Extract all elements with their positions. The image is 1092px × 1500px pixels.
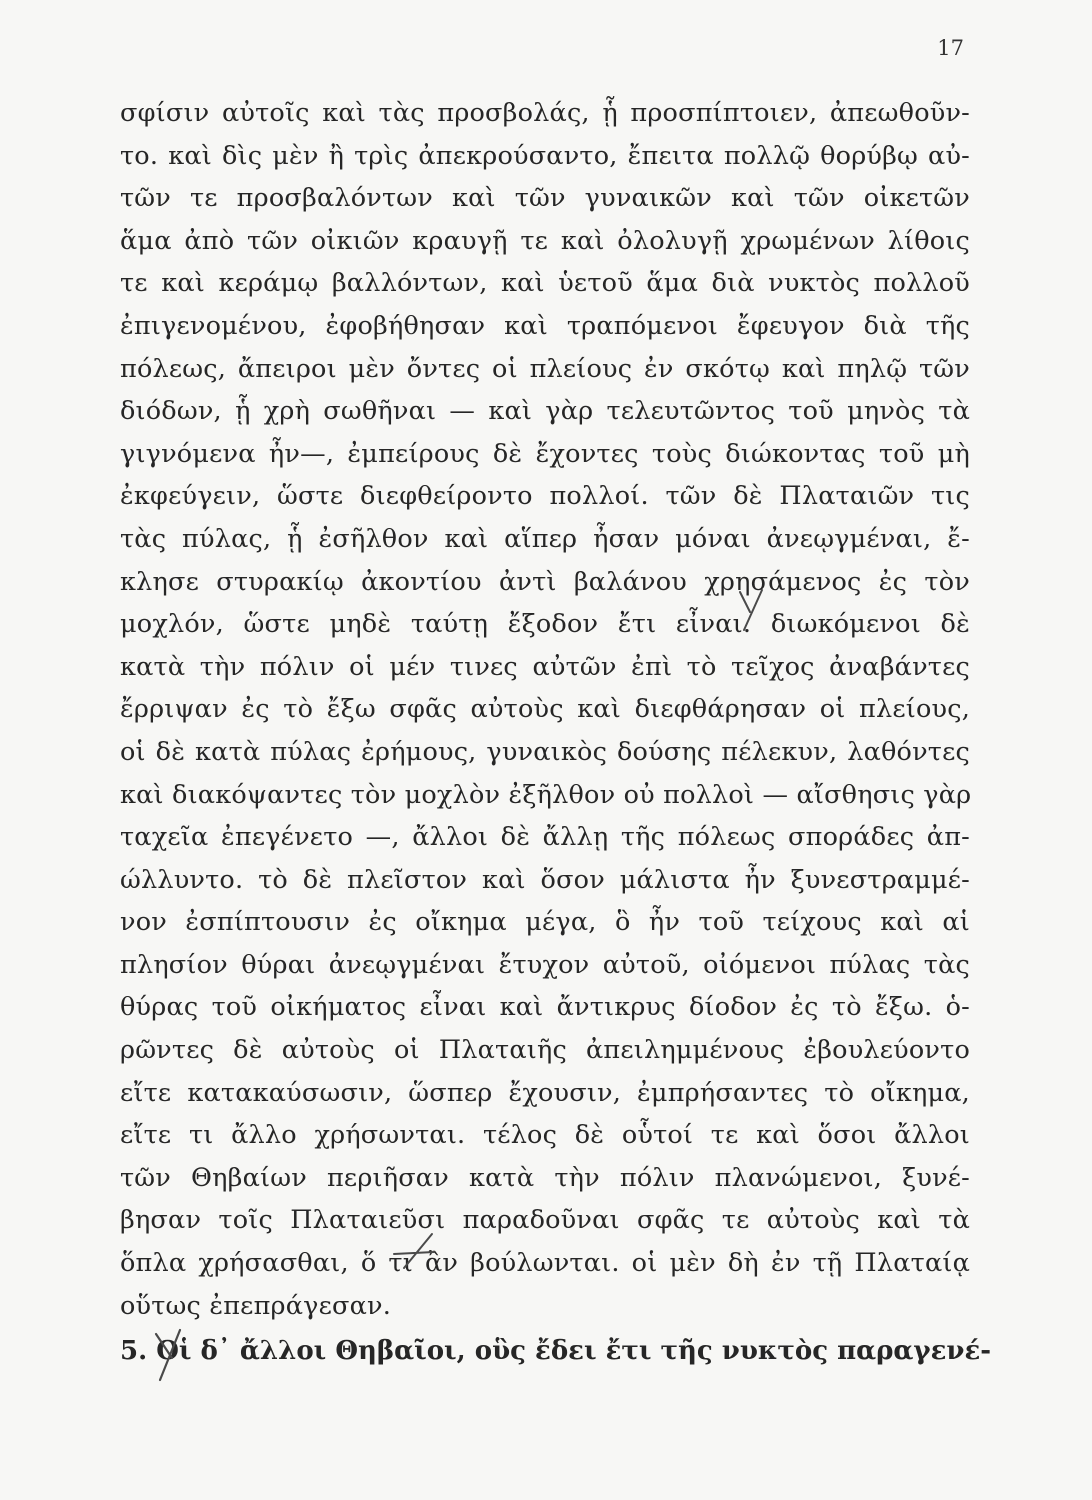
body-text	[120, 92, 970, 1327]
text-line-13: μοχλόν, ὥστε μηδὲ ταύτῃ ἔξοδον ἔτι εἶναι. διωκόμενοι δὲ	[120, 609, 970, 640]
text-line-29: οὕτως ἐπεπράγεσαν.	[120, 1290, 392, 1321]
text-line-24: εἴτε κατακαύσωσιν, ὥσπερ ἔχουσιν, ἐμπρήσαντες τὸ οἴκημα,	[120, 1077, 970, 1108]
text-line-8: διόδων, ᾗ χρὴ σωθῆναι — καὶ γὰρ τελευτῶντος τοῦ μηνὸς τὰ	[120, 396, 970, 427]
text-line-4: ἅμα ἀπὸ τῶν οἰκιῶν κραυγῇ τε καὶ ὀλολυγῇ χρωμένων λίθοις	[120, 225, 970, 256]
text-line-28: ὅπλα χρήσασθαι, ὅ τι ἂν βούλωνται. οἱ μὲν δὴ ἐν τῇ Πλαταίᾳ	[120, 1248, 970, 1279]
text-line-10: ἐκφεύγειν, ὥστε διεφθείροντο πολλοί. τῶν δὲ Πλαταιῶν τις	[120, 481, 970, 512]
text-line-15: ἔρριψαν ἐς τὸ ἔξω σφᾶς αὐτοὺς καὶ διεφθάρησαν οἱ πλείους,	[120, 694, 970, 725]
text-line-27: βησαν τοῖς Πλαταιεῦσι παραδοῦναι σφᾶς τε αὐτοὺς καὶ τὰ	[120, 1205, 970, 1236]
text-line-20: νον ἐσπίπτουσιν ἐς οἴκημα μέγα, ὃ ἦν τοῦ τείχους καὶ αἱ	[120, 907, 970, 938]
text-line-19: ώλλυντο. τὸ δὲ πλεῖστον καὶ ὅσον μάλιστα ἦν ξυνεστραμμέ-	[120, 864, 970, 895]
page-number: 17	[937, 36, 964, 60]
text-line-5: τε καὶ κεράμῳ βαλλόντων, καὶ ὑετοῦ ἅμα διὰ νυκτὸς πολλοῦ	[120, 268, 970, 299]
text-line-18: ταχεῖα ἐπεγένετο —, ἄλλοι δὲ ἄλλῃ τῆς πόλεως σποράδες ἀπ-	[120, 822, 970, 853]
text-line-6: ἐπιγενομένου, ἐφοβήθησαν καὶ τραπόμενοι ἔφευγον διὰ τῆς	[120, 310, 970, 341]
text-line-16: οἱ δὲ κατὰ πύλας ἐρήμους, γυναικὸς δούσης πέλεκυν, λαθόντες	[120, 736, 970, 767]
text-line-26: τῶν Θηβαίων περιῆσαν κατὰ τὴν πόλιν πλανώμενοι, ξυνέ-	[120, 1162, 970, 1193]
text-line-1: σφίσιν αὐτοῖς καὶ τὰς προσβολάς, ᾗ προσπίπτοιεν, ἀπεωθοῦν-	[120, 98, 970, 128]
text-line-23: ρῶντες δὲ αὐτοὺς οἱ Πλαταιῆς ἀπειλημμένους ἐβουλεύοντο	[120, 1035, 970, 1066]
text-line-3: τῶν τε προσβαλόντων καὶ τῶν γυναικῶν καὶ τῶν οἰκετῶν	[120, 183, 970, 214]
text-line-21: πλησίον θύραι ἀνεῳγμέναι ἔτυχον αὐτοῦ, οἰόμενοι πύλας τὰς	[120, 949, 970, 980]
next-paragraph-heading: 5. Οἱ δ᾽ ἄλλοι Θηβαῖοι, οὓς ἔδει ἔτι τῆς νυκτὸς παραγενέ-	[120, 1336, 992, 1366]
text-line-12: κλησε στυρακίῳ ἀκοντίου ἀντὶ βαλάνου χρησάμενος ἐς τὸν	[120, 566, 970, 597]
text-line-22: θύρας τοῦ οἰκήματος εἶναι καὶ ἄντικρυς δίοδον ἐς τὸ ἔξω. ὁ-	[120, 992, 970, 1023]
text-line-14: κατὰ τὴν πόλιν οἱ μέν τινες αὐτῶν ἐπὶ τὸ τεῖχος ἀναβάντες	[120, 651, 970, 682]
text-line-17: καὶ διακόψαντες τὸν μοχλὸν ἐξῆλθον οὐ πολλοὶ — αἴσθησις γὰρ	[120, 779, 972, 810]
text-line-7: πόλεως, ἄπειροι μὲν ὄντες οἱ πλείους ἐν σκότῳ καὶ πηλῷ τῶν	[120, 353, 970, 384]
text-line-2: το. καὶ δὶς μὲν ἢ τρὶς ἀπεκρούσαντο, ἔπειτα πολλῷ θορύβῳ αὐ-	[120, 140, 970, 171]
text-line-25: εἴτε τι ἄλλο χρήσωνται. τέλος δὲ οὗτοί τε καὶ ὅσοι ἄλλοι	[120, 1120, 970, 1151]
text-line-9: γιγνόμενα ἦν—, ἐμπείρους δὲ ἔχοντες τοὺς διώκοντας τοῦ μὴ	[120, 438, 970, 469]
text-line-11: τὰς πύλας, ᾗ ἐσῆλθον καὶ αἵπερ ἦσαν μόναι ἀνεῳγμέναι, ἔ-	[120, 523, 970, 554]
